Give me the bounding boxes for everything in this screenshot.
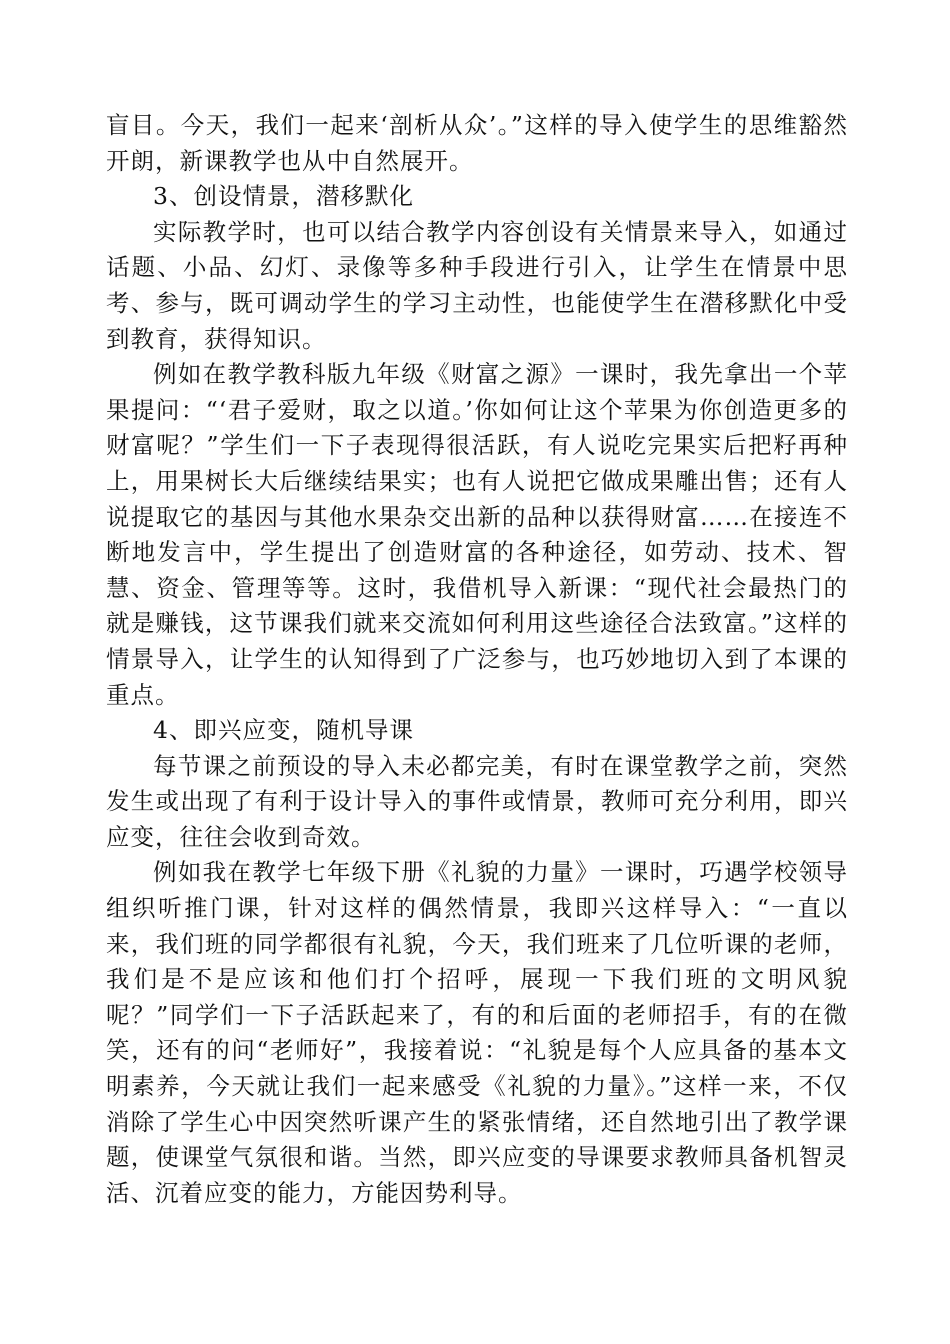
paragraph-continuation: 盲目。今天，我们一起来‘剖析从众’。”这样的导入使学生的思维豁然开朗，新课教学也从中自然展开。 [106,111,848,175]
paragraph: 实际教学时，也可以结合教学内容创设有关情景来导入，如通过话题、小品、幻灯、录像等多种手段进行引入，让学生在情景中思考、参与，既可调动学生的学习主动性，也能使学生在潜移默化中受到教育，获得知识。 [106,217,848,353]
paragraph: 每节课之前预设的导入未必都完美，有时在课堂教学之前，突然发生或出现了有利于设计导入的事件或情景，教师可充分利用，即兴应变，往往会收到奇效。 [106,751,848,851]
section-heading-4: 4、即兴应变，随机导课 [153,716,414,745]
section-heading-3: 3、创设情景，潜移默化 [153,182,414,211]
paragraph: 例如在教学教科版九年级《财富之源》一课时，我先拿出一个苹果提问：“‘君子爱财，取之以道。’你如何让这个苹果为你创造更多的财富呢？”学生们一下子表现得很活跃，有人说吃完果实后把籽再种上，用果树长大后继续结果实；也有人说把它做成果雕出售；还有人说提取它的基因与其他水果杂交出新的品种以获得财富……在接连不断地发言中，学生提出了创造财富的各种途径，如劳动、技术、智慧、资金、管理等等。这时，我借机导入新课：“现代社会最热门的就是赚钱，这节课我们就来交流如何利用这些途径合法致富。”这样的情景导入，让学生的认知得到了广泛参与，也巧妙地切入到了本课的重点。 [106,360,848,709]
document-body [106,108,848,1211]
paragraph: 例如我在教学七年级下册《礼貌的力量》一课时，巧遇学校领导组织听推门课，针对这样的偶然情景，我即兴这样导入：“一直以来，我们班的同学都很有礼貌，今天，我们班来了几位听课的老师，我们是不是应该和他们打个招呼，展现一下我们班的文明风貌呢？”同学们一下子活跃起来了，有的和后面的老师招手，有的在微笑，还有的问“老师好”，我接着说：“礼貌是每个人应具备的基本文明素养，今天就让我们一起来感受《礼貌的力量》。”这样一来，不仅消除了学生心中因突然听课产生的紧张情绪，还自然地引出了教学课题，使课堂气氛很和谐。当然，即兴应变的导课要求教师具备机智灵活、沉着应变的能力，方能因势利导。 [106,858,848,1207]
